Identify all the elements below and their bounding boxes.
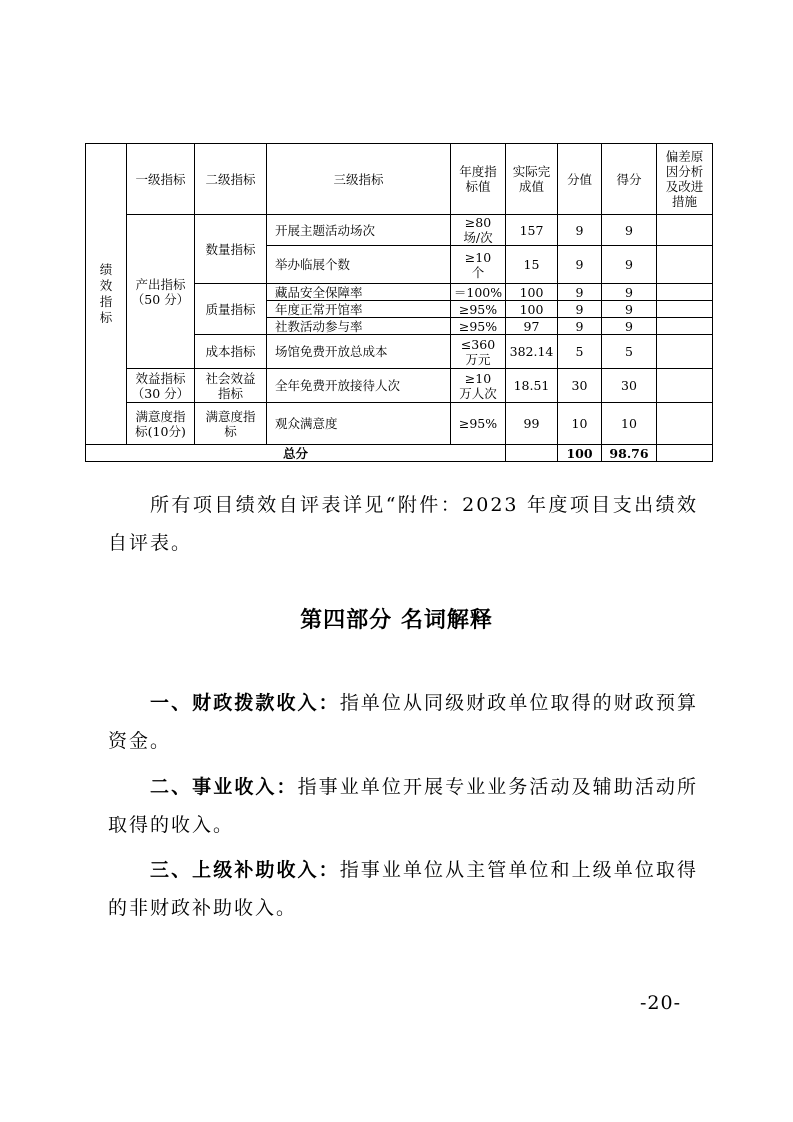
row-target: ≥10 个 (451, 246, 506, 284)
row-name: 全年免费开放接待人次 (267, 369, 451, 403)
row-deviation (657, 215, 713, 246)
header-weight: 分值 (558, 144, 602, 215)
satisfaction-sub-cell: 满意度指 标 (195, 403, 267, 445)
row-weight: 9 (558, 284, 602, 301)
row-deviation (657, 301, 713, 318)
row-score: 5 (602, 335, 657, 369)
quantity-indicator-cell: 数量指标 (195, 215, 267, 284)
performance-table (85, 143, 713, 462)
row-weight: 10 (558, 403, 602, 445)
category-char: 绩 (99, 262, 113, 277)
row-name: 场馆免费开放总成本 (267, 335, 451, 369)
header-deviation: 偏差原 因分析 及改进 措施 (657, 144, 713, 215)
table-row (86, 215, 713, 246)
definition-body: 指事业单位从主管单位和上级单位取得的非财政补助收入。 (108, 859, 698, 919)
appendix-paragraph: 所有项目绩效自评表详见“附件：2023 年度项目支出绩效自评表。 (108, 494, 698, 554)
category-char: 效 (99, 278, 113, 293)
row-score: 9 (602, 301, 657, 318)
row-name: 开展主题活动场次 (267, 215, 451, 246)
category-cell (86, 144, 127, 445)
output-indicator-cell: 产出指标 （50 分） (127, 215, 195, 369)
header-level3: 三级指标 (267, 144, 451, 215)
row-actual: 157 (506, 215, 558, 246)
definition-paragraph (108, 851, 698, 927)
row-name: 社教活动参与率 (267, 318, 451, 335)
row-target: ≥80 场/次 (451, 215, 506, 246)
total-deviation (657, 445, 713, 462)
definition-term: 一、财政拨款收入： (150, 692, 340, 714)
row-deviation (657, 318, 713, 335)
row-score: 10 (602, 403, 657, 445)
row-actual: 15 (506, 246, 558, 284)
row-score: 9 (602, 318, 657, 335)
row-actual: 100 (506, 284, 558, 301)
row-target: ≥10 万人次 (451, 369, 506, 403)
definition-term: 三、上级补助收入： (150, 859, 340, 881)
row-target: ≥95% (451, 403, 506, 445)
header-score: 得分 (602, 144, 657, 215)
row-name: 藏品安全保障率 (267, 284, 451, 301)
row-score: 9 (602, 284, 657, 301)
header-actual: 实际完 成值 (506, 144, 558, 215)
table-row (86, 403, 713, 445)
category-char: 标 (99, 310, 113, 325)
table-header-row (86, 144, 713, 215)
row-weight: 30 (558, 369, 602, 403)
satisfaction-indicator-cell: 满意度指 标(10分) (127, 403, 195, 445)
benefit-indicator-cell: 效益指标 （30 分） (127, 369, 195, 403)
total-row (86, 445, 713, 462)
row-actual: 99 (506, 403, 558, 445)
row-score: 9 (602, 246, 657, 284)
definition-term: 二、事业收入： (150, 776, 298, 798)
total-weight: 100 (558, 445, 602, 462)
total-score: 98.76 (602, 445, 657, 462)
row-score: 9 (602, 215, 657, 246)
row-weight: 9 (558, 246, 602, 284)
row-deviation (657, 369, 713, 403)
row-deviation (657, 284, 713, 301)
row-name: 年度正常开馆率 (267, 301, 451, 318)
category-char: 指 (99, 294, 113, 309)
header-level2: 二级指标 (195, 144, 267, 215)
row-name: 观众满意度 (267, 403, 451, 445)
total-empty (506, 445, 558, 462)
row-actual: 97 (506, 318, 558, 335)
row-actual: 100 (506, 301, 558, 318)
row-actual: 382.14 (506, 335, 558, 369)
row-weight: 9 (558, 318, 602, 335)
row-target: ≤360 万元 (451, 335, 506, 369)
row-deviation (657, 246, 713, 284)
row-weight: 5 (558, 335, 602, 369)
row-target: ＝100% (451, 284, 506, 301)
definition-paragraph (108, 684, 698, 760)
table-row (86, 369, 713, 403)
quality-indicator-cell: 质量指标 (195, 284, 267, 335)
definition-body: 指事业单位开展专业业务活动及辅助活动所取得的收入。 (108, 776, 698, 836)
row-deviation (657, 335, 713, 369)
row-target: ≥95% (451, 301, 506, 318)
cost-indicator-cell: 成本指标 (195, 335, 267, 369)
definition-body: 指单位从同级财政单位取得的财政预算资金。 (108, 692, 698, 752)
total-label: 总分 (86, 445, 506, 462)
row-weight: 9 (558, 301, 602, 318)
page-number: -20- (640, 992, 682, 1014)
row-score: 30 (602, 369, 657, 403)
row-actual: 18.51 (506, 369, 558, 403)
row-target: ≥95% (451, 318, 506, 335)
header-level1: 一级指标 (127, 144, 195, 215)
header-target: 年度指 标值 (451, 144, 506, 215)
row-deviation (657, 403, 713, 445)
row-weight: 9 (558, 215, 602, 246)
definition-paragraph (108, 768, 698, 844)
row-name: 举办临展个数 (267, 246, 451, 284)
social-benefit-cell: 社会效益 指标 (195, 369, 267, 403)
section-title: 第四部分 名词解释 (300, 607, 493, 633)
